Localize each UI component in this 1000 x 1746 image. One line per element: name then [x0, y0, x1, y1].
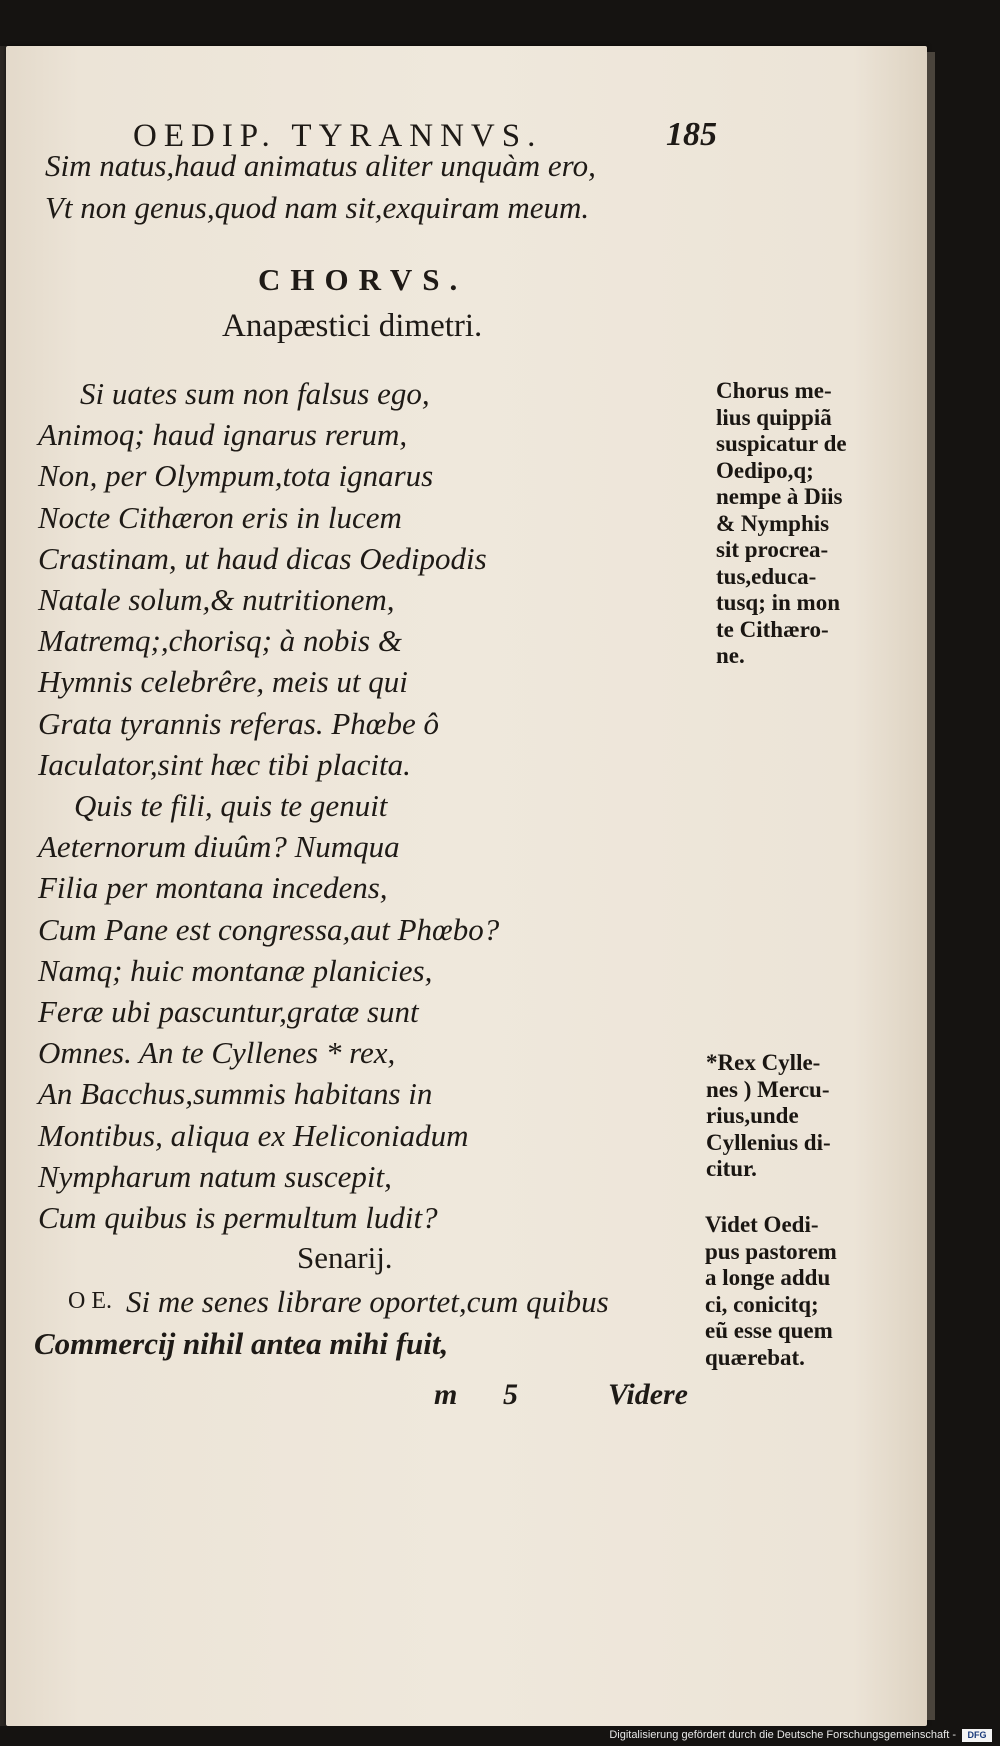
digitization-footer — [0, 1726, 1000, 1746]
margin-note-line: sit procrea- — [716, 537, 829, 562]
verse-line: Sim natus,haud animatus aliter unquàm ero, — [45, 148, 596, 183]
margin-note-line: & Nymphis — [716, 510, 830, 536]
margin-note-cyllenes — [706, 1050, 831, 1183]
margin-note-line: Oedipo,q; — [716, 457, 814, 483]
verse-line: Quis te fili, quis te genuit — [74, 788, 388, 823]
dfg-logo: DFG — [962, 1729, 992, 1742]
verse-line: Commercij nihil antea mihi fuit, — [34, 1326, 449, 1361]
signature-number: 5 — [503, 1378, 518, 1411]
verse-line: An Bacchus,summis habitans in — [38, 1076, 433, 1112]
signature-mark: m — [434, 1378, 458, 1411]
verse-line: Feræ ubi pascuntur,gratæ sunt — [38, 994, 419, 1029]
margin-note-chorus — [716, 378, 847, 670]
verse-line: Si uates sum non falsus ego, — [80, 376, 430, 411]
margin-note-line: Chorus me- — [716, 378, 832, 403]
margin-note-line: a longe addu — [705, 1265, 831, 1290]
speaker-label: O E. — [68, 1288, 112, 1314]
margin-note-line: eũ esse quem — [705, 1318, 833, 1343]
footer-credit: Digitalisierung gefördert durch die Deutsche Forschungsgemeinschaft - — [609, 1729, 956, 1741]
verse-line: Vt non genus,quod nam sit,exquiram meum. — [45, 190, 590, 225]
margin-note-line: nes ) Mercu- — [706, 1076, 830, 1102]
verse-line: Filia per montana incedens, — [38, 870, 388, 906]
verse-line: Cum Pane est congressa,aut Phœbo? — [38, 911, 500, 947]
margin-note-line: te Cithæro- — [716, 616, 829, 642]
verse-line: Matremq;,chorisq; à nobis & — [38, 623, 402, 659]
margin-note-line: ci, conicitq; — [705, 1291, 819, 1317]
page-number: 185 — [666, 116, 717, 153]
verse-line: Grata tyrannis referas. Phœbe ô — [38, 705, 439, 741]
margin-note-videt — [705, 1212, 837, 1371]
verse-line: Hymnis celebrêre, meis ut qui — [38, 664, 408, 700]
margin-note-line: suspicatur de — [716, 431, 847, 456]
margin-note-line: Videt Oedi- — [705, 1212, 819, 1237]
margin-note-line: *Rex Cylle- — [706, 1050, 821, 1075]
verse-line: Natale solum,& nutritionem, — [38, 582, 395, 617]
page-edge — [927, 52, 935, 1720]
running-title: OEDIP. TYRANNVS. — [133, 118, 543, 154]
verse-line: Iaculator,sint hæc tibi placita. — [38, 746, 411, 782]
margin-note-line: Cyllenius di- — [706, 1129, 831, 1155]
margin-note-line: nempe à Diis — [716, 484, 843, 509]
verse-line: Nocte Cithæron eris in lucem — [38, 499, 402, 535]
verse-line: Crastinam, ut haud dicas Oedipodis — [38, 540, 487, 576]
margin-note-line: citur. — [706, 1156, 757, 1181]
verse-line: Aeternorum diuûm? Numqua — [38, 829, 400, 865]
verse-line: Cum quibus is permultum ludit? — [38, 1200, 438, 1235]
margin-note-line: tusq; in mon — [716, 590, 840, 615]
margin-note-line: quærebat. — [705, 1344, 805, 1370]
verse-line: Si me senes librare oportet,cum quibus — [126, 1284, 609, 1319]
chorus-heading: CHORVS. — [258, 262, 468, 297]
senarii-heading: Senarij. — [297, 1240, 393, 1275]
verse-line: Nympharum natum suscepit, — [38, 1158, 392, 1194]
verse-line: Non, per Olympum,tota ignarus — [38, 458, 434, 494]
verse-line: Animoq; haud ignarus rerum, — [38, 417, 408, 453]
margin-note-line: ne. — [716, 643, 745, 668]
meter-heading: Anapæstici dimetri. — [222, 308, 483, 344]
verse-line: Omnes. An te Cyllenes * rex, — [38, 1035, 396, 1071]
catchword: Videre — [608, 1378, 688, 1411]
margin-note-line: tus,educa- — [716, 563, 817, 589]
margin-note-line: pus pastorem — [705, 1238, 837, 1264]
verse-line: Montibus, aliqua ex Heliconiadum — [38, 1117, 469, 1153]
verse-line: Namq; huic montanæ planicies, — [38, 952, 433, 988]
margin-note-line: lius quippiã — [716, 404, 832, 430]
margin-note-line: rius,unde — [706, 1103, 799, 1128]
